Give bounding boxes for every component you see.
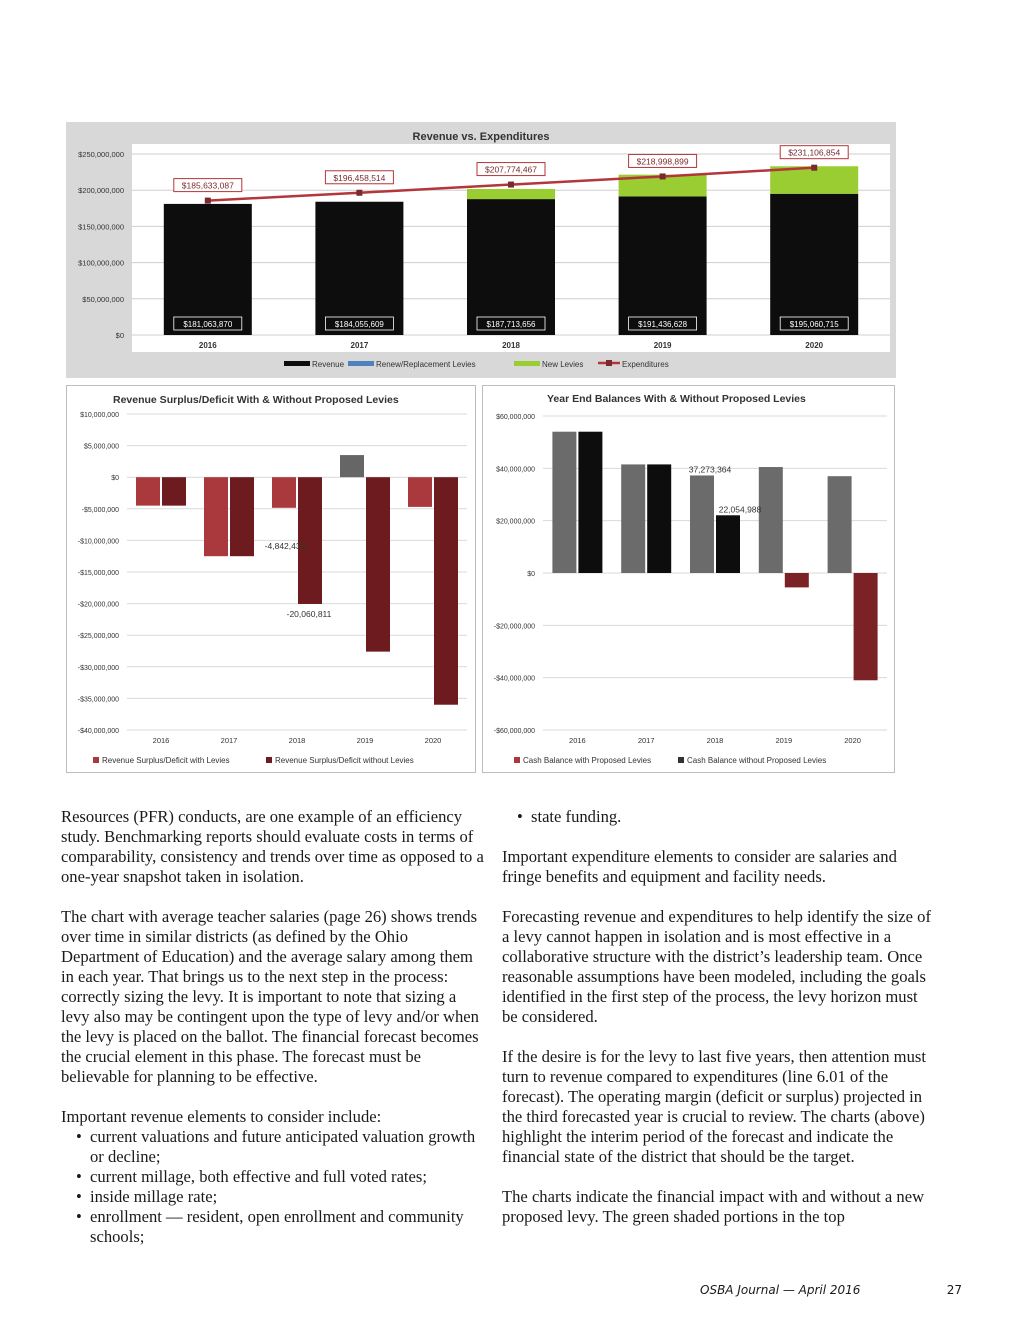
x-tick-label: 2020 xyxy=(805,341,824,350)
y-tick-label: $250,000,000 xyxy=(78,150,124,159)
data-annotation: 22,054,988 xyxy=(718,504,762,515)
cash-without-levies-bar xyxy=(578,432,602,573)
revenue-elements-list xyxy=(61,1127,486,1247)
legend-label: Revenue Surplus/Deficit with Levies xyxy=(102,756,230,765)
x-tick-label: 2019 xyxy=(775,736,793,745)
paragraph: The charts indicate the financial impact with and without a new proposed levy. The green shaded portions in the top xyxy=(502,1187,925,1226)
expenditure-marker xyxy=(356,190,362,196)
y-tick-label: $0 xyxy=(527,571,535,578)
cash-with-levies-bar xyxy=(552,432,576,573)
legend-label: Renew/Replacement Levies xyxy=(376,360,476,369)
cash-without-levies-bar xyxy=(854,573,878,680)
y-tick-label: $40,000,000 xyxy=(496,466,535,474)
year-end-balances-svg xyxy=(483,386,894,772)
y-tick-label: $50,000,000 xyxy=(82,294,124,304)
y-tick-label: -$25,000,000 xyxy=(77,633,119,641)
y-tick-label: $0 xyxy=(115,331,124,340)
legend-swatch xyxy=(514,757,520,763)
surplus-without-levies-bar xyxy=(434,477,458,705)
revenue-elements-list-continued xyxy=(502,807,932,827)
y-tick-label: -$40,000,000 xyxy=(493,675,535,683)
y-tick-label: -$60,000,000 xyxy=(493,728,535,735)
legend-swatch xyxy=(266,757,272,763)
paragraph: Forecasting revenue and expenditures to help identify the size of a levy cannot happen in isolation and is most effective in a collaborative structure with the district’s leadership team. Once reasonable assumptions have been modeled, including the goals identified in the first step of the process, the levy horizon must be considered. xyxy=(502,907,931,1026)
x-tick-label: 2018 xyxy=(288,736,306,745)
revenue-bar xyxy=(770,194,858,335)
data-annotation: 37,273,364 xyxy=(688,464,732,475)
list-item: • inside millage rate; xyxy=(90,1187,486,1207)
x-tick-label: 2016 xyxy=(152,736,170,745)
paragraph: If the desire is for the levy to last five years, then attention must turn to revenue compared to expenditures (line 6.01 of the forecast). The operating margin (deficit or surplus) projected in the third forecasted year is crucial to review. The charts (above) highlight the interim period of the forecast and indicate the financial state of the district that should be the target. xyxy=(502,1047,926,1166)
surplus-deficit-chart xyxy=(66,385,476,773)
surplus-with-levies-bar xyxy=(408,477,432,507)
x-tick-label: 2017 xyxy=(350,341,369,350)
cash-with-levies-bar xyxy=(690,475,714,573)
article-left-column xyxy=(61,807,486,1267)
revenue-data-label: $195,060,715 xyxy=(789,320,839,329)
legend-label: Cash Balance without Proposed Levies xyxy=(687,756,827,765)
expenditure-marker xyxy=(508,182,514,188)
list-item: • state funding. xyxy=(531,807,932,827)
surplus-deficit-svg xyxy=(67,386,475,772)
y-tick-label: -$15,000,000 xyxy=(77,570,119,577)
y-tick-label: $10,000,000 xyxy=(80,412,119,419)
legend-marker xyxy=(606,360,612,366)
cash-with-levies-bar xyxy=(828,476,852,573)
surplus-without-levies-bar xyxy=(162,477,186,505)
chart-title: Revenue Surplus/Deficit With & Without Proposed Levies xyxy=(113,394,399,406)
chart-title: Year End Balances With & Without Proposed Levies xyxy=(547,393,806,405)
paragraph: The chart with average teacher salaries (page 26) shows trends over time in similar districts (as defined by the Ohio Department of Education) and the average salary among them in each year. That brings us to the next step in the process: correctly sizing the levy. It is important to note that sizing a levy also may be contingent upon the type of levy and/or when the levy is placed on the ballot. The financial forecast becomes the crucial element in this phase. The forecast must be believable for planning to be effective. xyxy=(61,907,479,1086)
data-annotation: -20,060,811 xyxy=(286,608,332,619)
cash-without-levies-bar xyxy=(647,464,671,573)
revenue-bar xyxy=(467,199,555,335)
page-number: 27 xyxy=(946,1283,962,1297)
y-tick-label: $0 xyxy=(111,475,119,483)
surplus-without-levies-bar xyxy=(230,477,254,556)
year-end-balances-chart xyxy=(482,385,895,773)
expenditure-data-label: $207,774,467 xyxy=(485,164,537,175)
revenue-vs-expenditures-svg xyxy=(66,122,896,378)
x-tick-label: 2019 xyxy=(653,341,672,350)
surplus-with-levies-bar xyxy=(340,455,364,477)
legend-swatch xyxy=(348,361,374,366)
surplus-with-levies-bar xyxy=(272,477,296,508)
new-levies-bar xyxy=(467,189,555,199)
revenue-bar xyxy=(164,204,252,335)
expenditure-data-label: $185,633,087 xyxy=(181,180,234,191)
journal-name: OSBA Journal — April 2016 xyxy=(700,1283,861,1297)
cash-without-levies-bar xyxy=(785,573,809,587)
chart-legend xyxy=(514,756,826,765)
chart-title: Revenue vs. Expenditures xyxy=(412,131,550,143)
x-tick-label: 2018 xyxy=(706,736,724,745)
revenue-data-label: $191,436,628 xyxy=(638,320,688,329)
expenditure-data-label: $218,998,899 xyxy=(636,156,689,167)
legend-label: New Levies xyxy=(542,360,584,369)
paragraph: Resources (PFR) conducts, are one example of an efficiency study. Benchmarking reports should evaluate costs in terms of comparability, consistency and trends over time as opposed to a one-year snapshot taken in isolation. xyxy=(61,807,484,886)
y-tick-label: $5,000,000 xyxy=(83,443,119,451)
paragraph: Important expenditure elements to consider are salaries and fringe benefits and equipment and facility needs. xyxy=(502,847,897,886)
expenditure-marker xyxy=(660,173,666,179)
expenditure-data-label: $231,106,854 xyxy=(788,147,841,158)
page-footer xyxy=(700,1283,962,1297)
y-tick-label: $60,000,000 xyxy=(496,414,535,421)
x-tick-label: 2018 xyxy=(502,341,520,350)
revenue-data-label: $187,713,656 xyxy=(486,320,536,329)
y-tick-label: -$35,000,000 xyxy=(77,696,119,704)
legend-swatch xyxy=(93,757,99,763)
x-tick-label: 2016 xyxy=(198,341,217,350)
list-item: • current valuations and future anticipated valuation growth or decline; xyxy=(90,1127,486,1167)
data-annotation: -4,842,433 xyxy=(264,540,306,551)
expenditure-marker xyxy=(205,198,211,204)
x-tick-label: 2016 xyxy=(569,736,586,745)
cash-with-levies-bar xyxy=(621,464,645,573)
y-tick-label: -$30,000,000 xyxy=(77,664,119,672)
legend-label: Expenditures xyxy=(622,360,669,369)
legend-swatch xyxy=(514,361,540,366)
x-tick-label: 2020 xyxy=(844,736,861,745)
y-tick-label: -$5,000,000 xyxy=(81,506,119,514)
article-right-column xyxy=(502,807,932,1247)
list-item: • enrollment — resident, open enrollment and community schools; xyxy=(90,1207,486,1247)
cash-with-levies-bar xyxy=(759,467,783,573)
x-tick-label: 2017 xyxy=(637,736,655,745)
cash-without-levies-bar xyxy=(716,515,740,573)
legend-swatch xyxy=(678,757,684,763)
y-tick-label: -$40,000,000 xyxy=(77,728,119,735)
legend-label: Revenue Surplus/Deficit without Levies xyxy=(275,756,414,765)
y-tick-label: $200,000,000 xyxy=(78,186,124,196)
y-tick-label: $150,000,000 xyxy=(78,222,124,232)
y-tick-label: -$10,000,000 xyxy=(77,538,119,546)
revenue-data-label: $181,063,870 xyxy=(183,320,233,329)
expenditure-marker xyxy=(811,165,817,171)
chart-legend xyxy=(284,360,669,369)
x-tick-label: 2019 xyxy=(356,736,374,745)
legend-label: Revenue xyxy=(312,360,345,369)
legend-label: Cash Balance with Proposed Levies xyxy=(523,756,652,765)
legend-swatch xyxy=(284,361,310,366)
revenue-vs-expenditures-chart xyxy=(66,122,896,378)
revenue-data-label: $184,055,609 xyxy=(334,320,384,329)
y-tick-label: $20,000,000 xyxy=(496,518,535,526)
chart-legend xyxy=(93,756,414,765)
surplus-with-levies-bar xyxy=(136,477,160,505)
y-tick-label: -$20,000,000 xyxy=(77,601,119,609)
y-tick-label: $100,000,000 xyxy=(78,258,124,268)
expenditure-data-label: $196,458,514 xyxy=(333,172,386,183)
y-tick-label: -$20,000,000 xyxy=(493,623,535,631)
x-tick-label: 2020 xyxy=(424,736,442,745)
paragraph: Important revenue elements to consider include: xyxy=(61,1107,382,1126)
surplus-with-levies-bar xyxy=(204,477,228,556)
revenue-bar xyxy=(619,196,707,335)
surplus-without-levies-bar xyxy=(366,477,390,651)
x-tick-label: 2017 xyxy=(220,736,238,745)
revenue-bar xyxy=(315,202,403,335)
list-item: • current millage, both effective and full voted rates; xyxy=(90,1167,486,1187)
